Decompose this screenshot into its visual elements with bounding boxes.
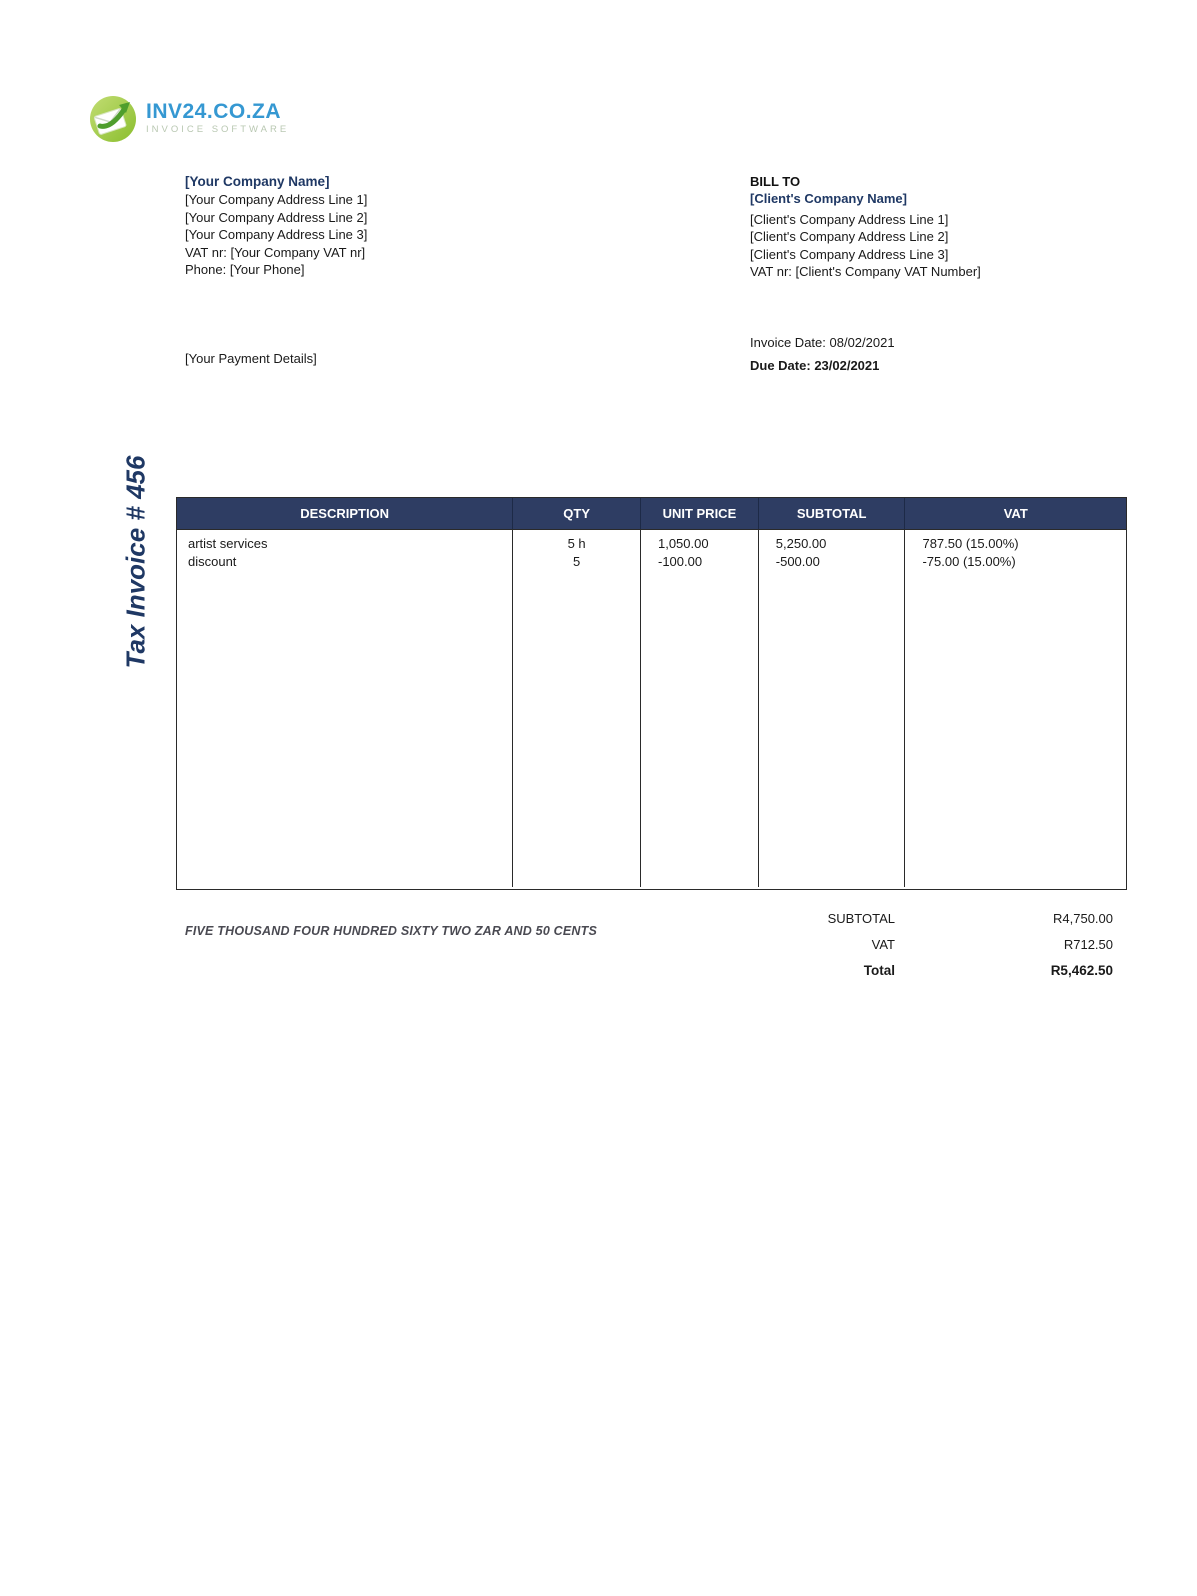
logo-text bbox=[146, 93, 289, 135]
row-subtotal: -500.00 bbox=[775, 553, 820, 569]
row-vat: -75.00 (15.00%) bbox=[922, 553, 1016, 569]
column-qty bbox=[512, 530, 640, 887]
vat-value: R712.50 bbox=[1063, 936, 1113, 952]
row-unit-price: 1,050.00 bbox=[657, 536, 709, 551]
client-address-line-2: [Client's Company Address Line 2] bbox=[750, 229, 949, 245]
header-subtotal: SUBTOTAL bbox=[758, 498, 905, 529]
client-address-line-1: [Client's Company Address Line 1] bbox=[750, 211, 949, 227]
column-vat bbox=[904, 530, 1126, 887]
bill-to-block bbox=[750, 173, 981, 280]
header-description: DESCRIPTION bbox=[300, 506, 390, 521]
total-row bbox=[600, 957, 1127, 983]
client-company-name: [Client's Company Name] bbox=[750, 191, 907, 207]
seller-block bbox=[185, 173, 367, 278]
items-table bbox=[176, 497, 1127, 890]
items-table-header bbox=[177, 498, 1126, 530]
column-subtotal bbox=[758, 530, 905, 887]
seller-company-name: [Your Company Name] bbox=[185, 174, 330, 189]
due-date-line bbox=[750, 354, 895, 377]
header-vat: VAT bbox=[904, 498, 1126, 529]
seller-address-line-2: [Your Company Address Line 2] bbox=[185, 209, 368, 225]
payment-details: [Your Payment Details] bbox=[185, 351, 317, 366]
amount-in-words: FIVE THOUSAND FOUR HUNDRED SIXTY TWO ZAR AND 50 CENTS bbox=[185, 924, 598, 938]
logo bbox=[88, 93, 289, 143]
invoice-date-label: Invoice Date: bbox=[750, 335, 826, 350]
total-value: R5,462.50 bbox=[1050, 962, 1113, 978]
due-date-value: 23/02/2021 bbox=[814, 358, 880, 373]
totals-section bbox=[600, 905, 1127, 983]
row-unit-price: -100.00 bbox=[657, 553, 703, 569]
logo-title: INV24.CO.ZA bbox=[146, 100, 282, 123]
seller-address-line-1: [Your Company Address Line 1] bbox=[185, 192, 368, 208]
subtotal-label: SUBTOTAL bbox=[827, 910, 895, 926]
subtotal-value: R4,750.00 bbox=[1053, 910, 1113, 926]
vat-row bbox=[600, 931, 1127, 957]
client-vat: VAT nr: [Client's Company VAT Number] bbox=[750, 264, 981, 280]
row-description: discount bbox=[188, 553, 237, 569]
client-address-line-3: [Client's Company Address Line 3] bbox=[750, 246, 949, 262]
subtotal-row bbox=[600, 905, 1127, 931]
logo-subtitle: INVOICE SOFTWARE bbox=[146, 124, 290, 135]
invoice-title: Tax Invoice # 456 bbox=[120, 455, 151, 669]
due-date-label: Due Date: bbox=[750, 358, 811, 373]
row-qty: 5 h bbox=[567, 536, 586, 551]
column-unit-price bbox=[640, 530, 758, 887]
row-subtotal: 5,250.00 bbox=[775, 536, 827, 551]
row-qty: 5 bbox=[573, 553, 581, 569]
row-vat: 787.50 (15.00%) bbox=[922, 536, 1019, 551]
row-description: artist services bbox=[188, 536, 268, 551]
dates-block bbox=[750, 331, 895, 377]
seller-vat: VAT nr: [Your Company VAT nr] bbox=[185, 244, 366, 260]
vat-label: VAT bbox=[871, 936, 895, 952]
invoice-date-value: 08/02/2021 bbox=[829, 335, 895, 350]
inv24-logo-icon bbox=[88, 93, 138, 143]
items-table-body bbox=[177, 530, 1126, 887]
column-description bbox=[177, 530, 512, 887]
invoice-date-line bbox=[750, 331, 895, 354]
header-unit-price: UNIT PRICE bbox=[640, 498, 758, 529]
total-label: Total bbox=[863, 962, 895, 978]
header-qty: QTY bbox=[512, 498, 640, 529]
seller-phone: Phone: [Your Phone] bbox=[185, 262, 305, 278]
seller-address-line-3: [Your Company Address Line 3] bbox=[185, 227, 368, 243]
bill-to-heading: BILL TO bbox=[750, 174, 801, 189]
